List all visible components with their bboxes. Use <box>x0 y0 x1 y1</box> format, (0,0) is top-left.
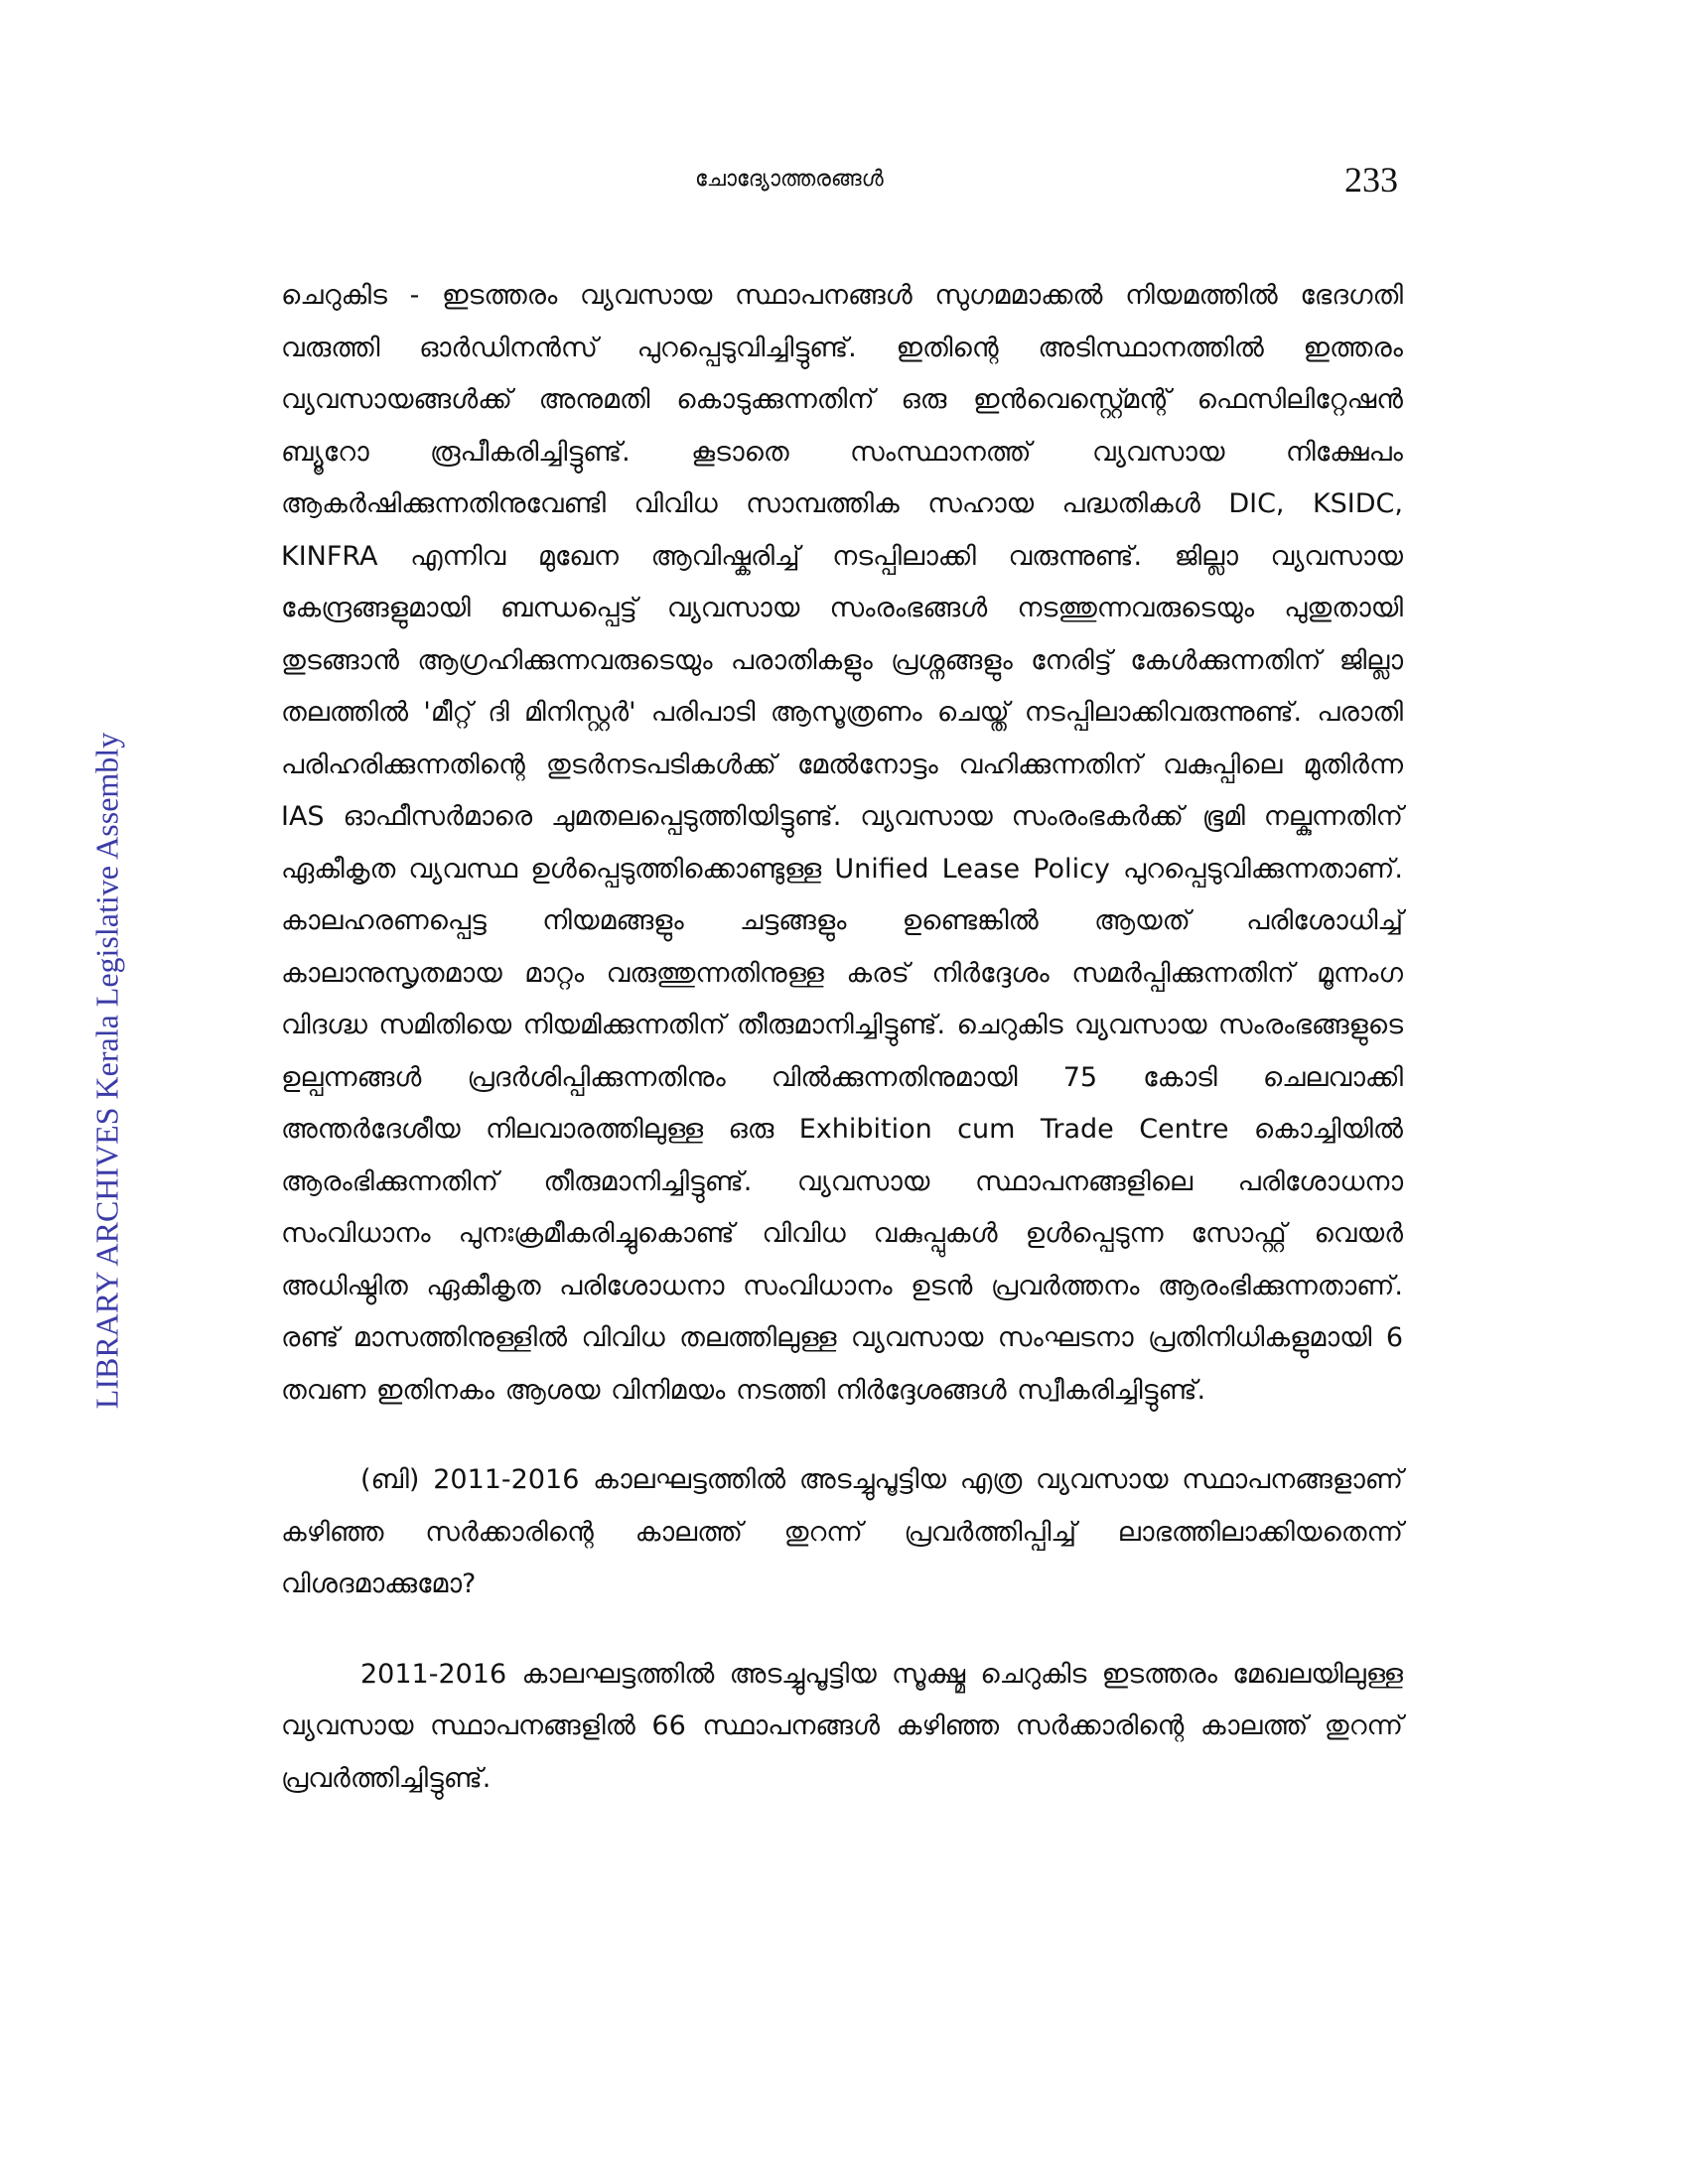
answer-b-paragraph: 2011-2016 കാലഘട്ടത്തിൽ അടച്ചുപൂട്ടിയ സൂക്ഷ്മ ചെറുകിട ഇടത്തരം മേഖലയിലുള്ള വ്യവസായ സ്ഥാപനങ്ങളിൽ 66 സ്ഥാപനങ്ങൾ കഴിഞ്ഞ സർക്കാരിന്റെ കാലത്ത് തുറന്ന് പ്രവർത്തിച്ചിട്ടുണ്ട്. <box>281 1658 1403 1794</box>
question-b-paragraph: (ബി) 2011-2016 കാലഘട്ടത്തിൽ അടച്ചുപൂട്ടിയ എത്ര വ്യവസായ സ്ഥാപനങ്ങളാണ് കഴിഞ്ഞ സർക്കാരിന്റെ കാലത്ത് തുറന്ന് പ്രവർത്തിപ്പിച്ച് ലാഭത്തിലാക്കിയതെന്ന് വിശദമാക്കുമോ? <box>281 1464 1403 1599</box>
running-title: ചോദ്യോത്തരങ്ങൾ <box>695 167 884 192</box>
document-body <box>281 270 1403 1805</box>
archive-watermark: LIBRARY ARCHIVES Kerala Legislative Assembly <box>88 732 125 1410</box>
page-number: 233 <box>1344 160 1398 200</box>
page-header <box>0 159 1688 208</box>
answer-paragraph: ചെറുകിട - ഇടത്തരം വ്യവസായ സ്ഥാപനങ്ങൾ സുഗമമാക്കൽ നിയമത്തിൽ ഭേദഗതി വരുത്തി ഓർഡിനൻസ് പുറപ്പെടുവിച്ചിട്ടുണ്ട്. ഇതിന്റെ അടിസ്ഥാനത്തിൽ ഇത്തരം വ്യവസായങ്ങൾക്ക് അനുമതി കൊടുക്കുന്നതിന് ഒരു ഇൻവെസ്റ്റ്മെന്റ് ഫെസിലിറ്റേഷൻ ബ്യൂറോ രൂപീകരിച്ചിട്ടുണ്ട്. കൂടാതെ സംസ്ഥാനത്ത് വ്യവസായ നിക്ഷേപം ആകർഷിക്കുന്നതിനുവേണ്ടി വിവിധ സാമ്പത്തിക സഹായ പദ്ധതികൾ DIC, KSIDC, KINFRA എന്നിവ മുഖേന ആവിഷ്കരിച്ച് നടപ്പിലാക്കി വരുന്നുണ്ട്. ജില്ലാ വ്യവസായ കേന്ദ്രങ്ങളുമായി ബന്ധപ്പെട്ട് വ്യവസായ സംരംഭങ്ങൾ നടത്തുന്നവരുടെയും പുതുതായി തുടങ്ങാൻ ആഗ്രഹിക്കുന്നവരുടെയും പരാതികളും പ്രശ്നങ്ങളും നേരിട്ട് കേൾക്കുന്നതിന് ജില്ലാ തലത്തിൽ 'മീറ്റ് ദി മിനിസ്റ്റർ' പരിപാടി ആസൂത്രണം ചെയ്ത് നടപ്പിലാക്കിവരുന്നുണ്ട്. പരാതി പരിഹരിക്കുന്നതിന്റെ തുടർനടപടികൾക്ക് മേൽനോട്ടം വഹിക്കുന്നതിന് വകുപ്പിലെ മുതിർന്ന IAS ഓഫീസർമാരെ ചുമതലപ്പെടുത്തിയിട്ടുണ്ട്. വ്യവസായ സംരംഭകർക്ക് ഭൂമി നല്കുന്നതിന് ഏകീകൃത വ്യവസ്ഥ ഉൾപ്പെടുത്തിക്കൊണ്ടുള്ള Unified Lease Policy പുറപ്പെടുവിക്കുന്നതാണ്. കാലഹരണപ്പെട്ട നിയമങ്ങളും ചട്ടങ്ങളും ഉണ്ടെങ്കിൽ ആയത് പരിശോധിച്ച് കാലാനുസൃതമായ മാറ്റം വരുത്തുന്നതിനുള്ള കരട് നിർദ്ദേശം സമർപ്പിക്കുന്നതിന് മൂന്നംഗ വിദഗ്ദ്ധ സമിതിയെ നിയമിക്കുന്നതിന് തീരുമാനിച്ചിട്ടുണ്ട്. ചെറുകിട വ്യവസായ സംരംഭങ്ങളുടെ ഉല്പന്നങ്ങൾ പ്രദർശിപ്പിക്കുന്നതിനും വിൽക്കുന്നതിനുമായി 75 കോടി ചെലവാക്കി അന്തർദേശീയ നിലവാരത്തിലുള്ള ഒരു Exhibition cum Trade Centre കൊച്ചിയിൽ ആരംഭിക്കുന്നതിന് തീരുമാനിച്ചിട്ടുണ്ട്. വ്യവസായ സ്ഥാപനങ്ങളിലെ പരിശോധനാ സംവിധാനം പുനഃക്രമീകരിച്ചുകൊണ്ട് വിവിധ വകുപ്പുകൾ ഉൾപ്പെടുന്ന സോഫ്റ്റ് വെയർ അധിഷ്ഠിത ഏകീകൃത പരിശോധനാ സംവിധാനം ഉടൻ പ്രവർത്തനം ആരംഭിക്കുന്നതാണ്. രണ്ട് മാസത്തിനുള്ളിൽ വിവിധ തലത്തിലുള്ള വ്യവസായ സംഘടനാ പ്രതിനിധികളുമായി 6 തവണ ഇതിനകം ആശയ വിനിമയം നടത്തി നിർദ്ദേശങ്ങൾ സ്വീകരിച്ചിട്ടുണ്ട്. <box>281 280 1403 1406</box>
